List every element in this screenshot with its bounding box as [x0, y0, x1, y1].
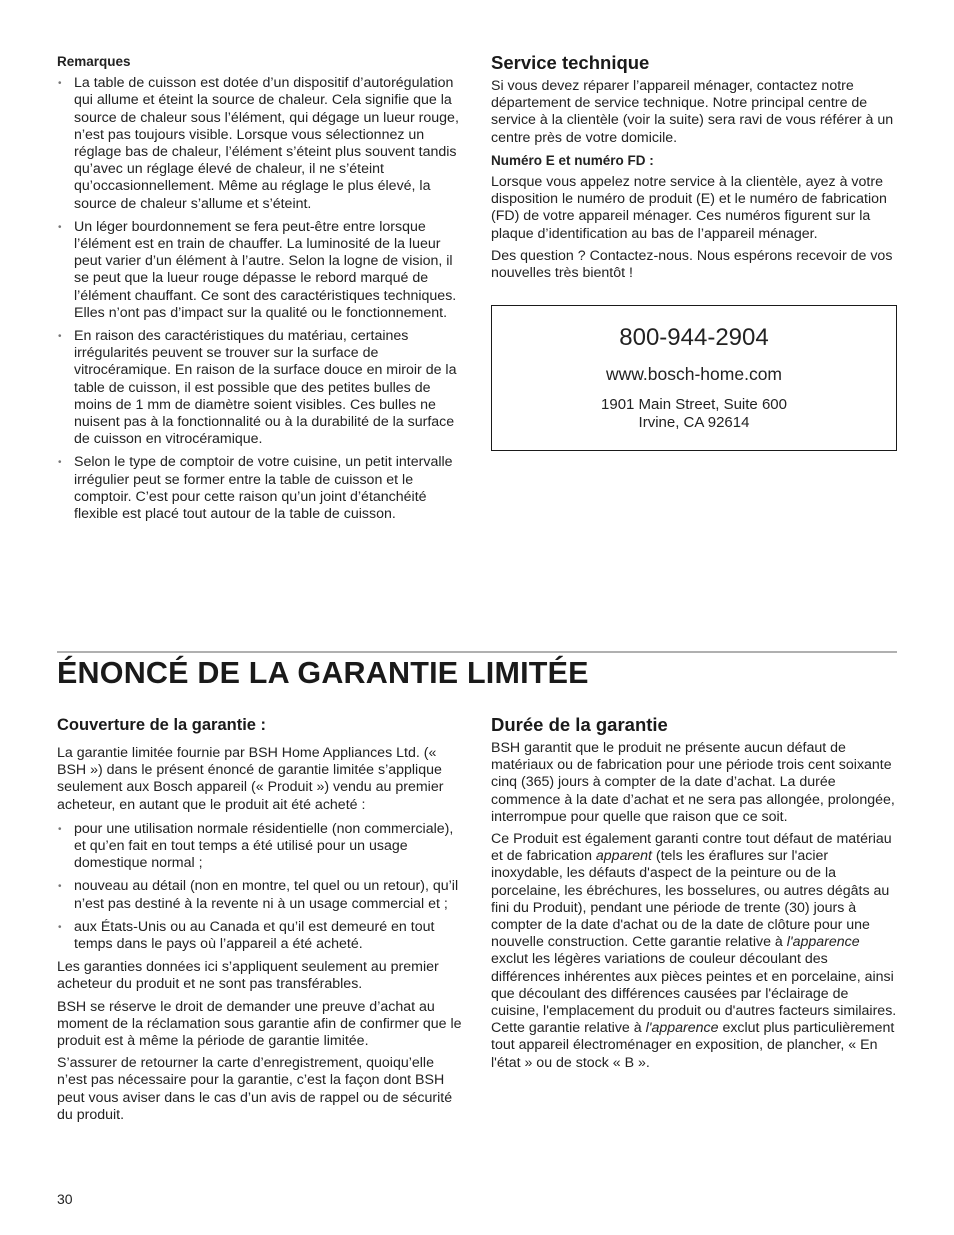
list-item: • En raison des caractéristiques du matériau, certaines irrégularités peuvent se trouver sur la surface de vitrocéramique. En raison de la surface douce en miroir de la table de cuisson, il est possible que des petites bulles de moins de 1 mm de diamètre soient visibles. Ces bulles ne nuisent pas à la fonctionnalité ou à la durabilité de la surface de cuisson en vitrocéramique. — [57, 328, 463, 448]
duree-section — [491, 714, 897, 1077]
duree-title: Durée de la garantie — [491, 714, 668, 735]
text-span: exclut plus particulièrement tout appareil électroménager en exposition, de plancher, « En l'état » ou de stock « B ». — [491, 1020, 895, 1071]
section-divider — [57, 651, 897, 653]
service-section — [491, 52, 897, 287]
service-subtitle: Numéro E et numéro FD : — [491, 152, 654, 168]
couverture-para3: S’assurer de retourner la carte d’enregistrement, quoiqu’elle n’est pas nécessaire pour la garantie, c’est la façon dont BSH peut vous aviser dans le cas d’un avis de rappel ou de sécurité du produit. — [57, 1055, 453, 1123]
service-para1: Lorsque vous appelez notre service à la clientèle, ayez à votre disposition le numéro de produit (E) et le numéro de fabrication (FD) de votre appareil ménager. Ces numéros figurent sur la plaque d’identification au bas de l’appareil ménager. — [491, 174, 887, 242]
warranty-title: ÉNONCÉ DE LA GARANTIE LIMITÉE — [57, 656, 589, 690]
remarques-title: Remarques — [57, 54, 131, 69]
address — [492, 396, 896, 431]
text-span: Ce Produit est également garanti contre tout défaut de matériau et de fabrication — [491, 831, 892, 865]
list-item: • nouveau au détail (non en montre, tel quel ou un retour), qu’il n’est pas destiné à la revente ni à un usage commercial et ; — [57, 878, 463, 912]
duree-para1: BSH garantit que le produit ne présente aucun défaut de matériaux ou de fabrication pour une période trois cent soixante cinq (365) jours à compter de la date d’achat. La durée commence à la date d’achat et ne sera pas allongée, prolongée, interrompue pour quelle que raison que ce soit. — [491, 740, 895, 825]
list-item: • Un léger bourdonnement se fera peut-être entre lorsque l’élément est en train de chauffer. La luminosité de la lueur peut varier d’un élément à l’autre. Selon la logne de vision, il se peut que la lueur rouge dépasse le rebord marqué de l’élément chauffant. Ce sont des caractéristiques techniques. Elles n’ont pas d’impact sur la qualité ou le fonctionnement. — [57, 219, 463, 322]
list-item: • pour une utilisation normale résidentielle (non commerciale), et qu’en fait en tout temps a été utilisé pour un usage domestique normal ; — [57, 821, 463, 873]
list-item: • La table de cuisson est dotée d’un dispositif d’autorégulation qui allume et éteint la source de chaleur. Cela signifie que la source de chaleur sous l’élément, qui dégage un lueur rouge, n’est pas toujours visible. Lorsque vous sélectionnez un réglage bas de chaleur, l’élément s’éteint plus souvent tandis qu’avec un réglage élevé de chaleur, il ne s’éteint qu’occasionnellement. Même au réglage le plus élevé, la source de chaleur s’allume et s’éteint. — [57, 75, 463, 213]
emphasis-apparent: apparent — [595, 848, 652, 865]
address-line2: Irvine, CA 92614 — [638, 413, 750, 431]
address-line1: 1901 Main Street, Suite 600 — [601, 396, 787, 413]
service-intro: Si vous devez réparer l’appareil ménager, contactez notre département de service technique. Notre principal centre de service à la clientèle (voir la suite) sera ravi de vous référer à un centre près de votre domicile. — [491, 78, 894, 146]
service-title: Service technique — [491, 52, 650, 73]
couverture-intro: La garantie limitée fournie par BSH Home Appliances Ltd. (« BSH ») dans le présent énoncé de garantie limitée s’applique seulement aux Bosch appareil (« Produit ») vendu au premier acheteur, en autant que le produit ait été acheté : — [57, 745, 444, 813]
list-item: • aux États-Unis ou au Canada et qu’il est demeuré en tout temps dans le pays où l’appareil a été acheté. — [57, 919, 463, 953]
emphasis-apparence: l'apparence — [645, 1020, 719, 1037]
couverture-section — [57, 714, 463, 1129]
text-span: exclut les légères variations de couleur découlant des différences inhérentes aux pièces peintes et en porcelaine, ainsi que découlant des différences causées par l'éclairage de cuisine, l'emplacement du produit ou d'autres facteurs similaires. Cette garantie relative à — [491, 951, 897, 1037]
duree-para2 — [491, 831, 897, 1072]
service-para2: Des question ? Contactez-nous. Nous espérons recevoir de vos nouvelles très bientôt ! — [491, 247, 893, 282]
page-number: 30 — [57, 1191, 73, 1207]
list-item: • Selon le type de comptoir de votre cuisine, un petit intervalle irrégulier peut se former entre la table de cuisson et le comptoir. C’est pour cette raison qu’un joint d’étanchéité flexible est placé tout autour de la table de cuisson. — [57, 454, 463, 523]
couverture-title: Couverture de la garantie : — [57, 716, 267, 734]
remarques-section — [57, 53, 463, 529]
couverture-para2: BSH se réserve le droit de demander une preuve d’achat au moment de la réclamation sous garantie afin de confirmer que le produit est à même la période de garantie limitée. — [57, 998, 462, 1050]
text-span: (tels les éraflures sur l'acier inoxydable, les défauts d'aspect de la peinture ou de la porcelaine, les ébréchures, les bosselures, ou autres dégâts au fini du Produit), pendant une période de trente (30) jours à compter de la date d'achat ou de la date de clôture pour une nouvelle construction. Cette garantie relative à — [491, 848, 890, 951]
phone-number: 800-944-2904 — [619, 324, 769, 351]
website: www.bosch-home.com — [605, 364, 783, 384]
contact-box — [491, 305, 897, 451]
emphasis-apparence: l'apparence — [786, 934, 860, 951]
couverture-para1: Les garanties données ici s’appliquent seulement au premier acheteur du produit et ne sont pas transférables. — [57, 959, 439, 993]
remarques-list — [57, 75, 463, 523]
couverture-list — [57, 821, 463, 953]
